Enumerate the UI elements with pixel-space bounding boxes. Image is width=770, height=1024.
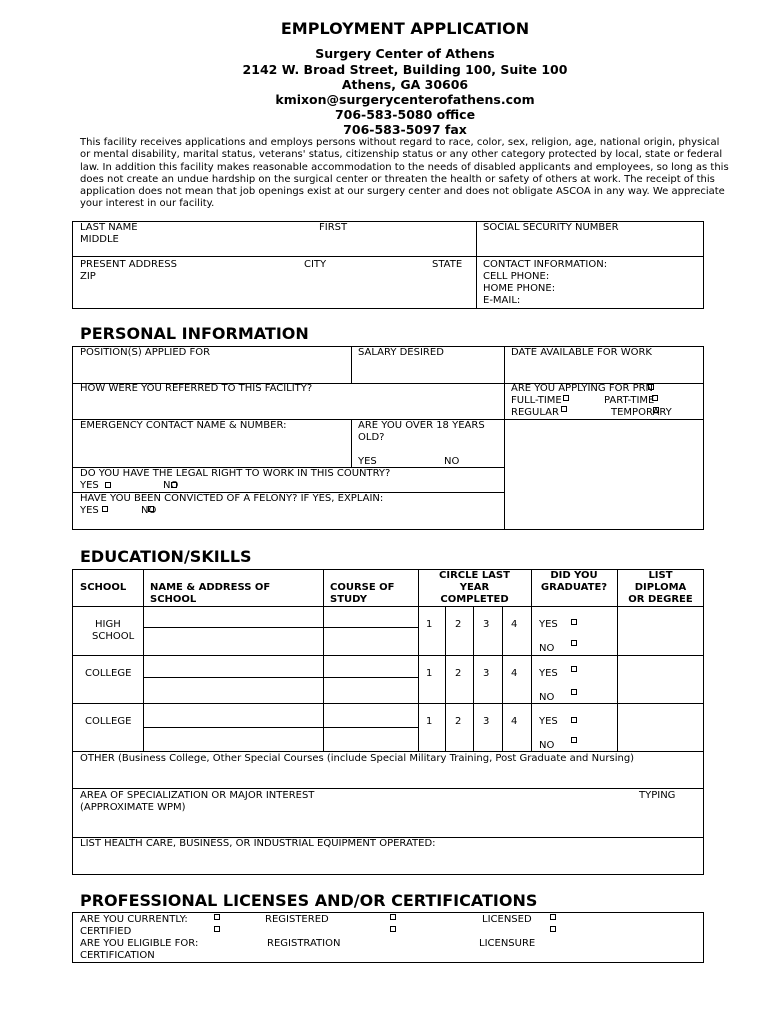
certification-label: CERTIFICATION [80,950,155,961]
temporary-checkbox[interactable] [653,407,659,413]
education-table [72,569,704,875]
licensed-label: LICENSED [482,914,532,925]
zip-label: ZIP [80,271,96,282]
felony-yes-label: YES [80,505,99,516]
other-education-label: OTHER (Business College, Other Special Courses (include Special Military Training, Post Graduate and Nursing) [80,753,635,764]
col-circle-header-line1: CIRCLE LAST [439,570,510,581]
college2-year-3[interactable]: 3 [483,716,490,727]
temporary-label: TEMPORARY [611,407,672,418]
eligible-licensure-checkbox[interactable] [390,926,396,932]
col-school-header: SCHOOL [80,582,127,593]
col-name-header-line1: NAME & ADDRESS OF [150,582,271,593]
felony-label: HAVE YOU BEEN CONVICTED OF A FELONY? IF YES, EXPLAIN: [80,493,384,504]
personal-info-heading: PERSONAL INFORMATION [80,324,309,343]
currently-licensed-checkbox[interactable] [390,914,396,920]
prn-checkbox[interactable] [648,384,654,390]
col-diploma-header-line3: OR DEGREE [628,594,693,605]
college-label-2: COLLEGE [85,716,132,727]
present-address-label: PRESENT ADDRESS [80,259,177,270]
licenses-heading: PROFESSIONAL LICENSES AND/OR CERTIFICATIONS [80,891,538,910]
middle-name-label: MIDDLE [80,234,119,245]
college1-year-4[interactable]: 4 [511,668,518,679]
college2-no-label: NO [539,740,555,751]
regular-label: REGULAR [511,407,559,418]
college2-year-2[interactable]: 2 [455,716,462,727]
currently-registered-checkbox[interactable] [214,914,220,920]
currently-certified-checkbox[interactable] [550,914,556,920]
legal-right-yes-checkbox[interactable] [105,482,111,488]
hs-no-checkbox[interactable] [571,640,577,646]
full-time-label: FULL-TIME [511,395,562,406]
felony-no-label: NO [141,505,157,516]
college2-no-checkbox[interactable] [571,737,577,743]
equipment-label: LIST HEALTH CARE, BUSINESS, OR INDUSTRIAL EQUIPMENT OPERATED: [80,838,436,849]
college1-no-label: NO [539,692,555,703]
page-title: EMPLOYMENT APPLICATION [280,19,530,38]
hs-year-4[interactable]: 4 [511,619,518,630]
felony-no-checkbox[interactable] [148,506,154,512]
hs-yes-label: YES [539,619,558,630]
college1-year-1[interactable]: 1 [426,668,433,679]
org-name: Surgery Center of Athens [315,46,495,61]
salary-label: SALARY DESIRED [358,347,444,358]
part-time-checkbox[interactable] [652,395,658,401]
col-name-header-line2: SCHOOL [150,594,197,605]
legal-right-no-label: NO [163,480,179,491]
hs-year-2[interactable]: 2 [455,619,462,630]
policy-statement: This facility receives applications and employs persons without regard to race, color, sex, religion, age, national origin, physical or mental disability, marital status, veterans' status, citizenship status or any other category protected by local, state or federal law. In addition this facility makes reasonable accommodation to the needs of disabled applicants and employees, so long as this does not create an undue hardship on the surgical center or threaten the health or safety of others at work. The receipt of this application does not mean that job openings exist at our surgery center and does not obligate ASCOA in any way. We appreciate your interest in our facility. [80,137,729,210]
eligible-certification-checkbox[interactable] [550,926,556,932]
col-diploma-header-line2: DIPLOMA [634,582,687,593]
registered-label: REGISTERED [265,914,329,925]
eligible-label: ARE YOU ELIGIBLE FOR: [80,938,199,949]
contact-info-label: CONTACT INFORMATION: [483,259,608,270]
org-email: kmixon@surgerycenterofathens.com [275,92,535,107]
col-course-header-line2: STUDY [330,594,367,605]
high-school-label-line2: SCHOOL [92,631,135,642]
registration-label: REGISTRATION [267,938,341,949]
home-phone-label: HOME PHONE: [483,283,556,294]
college1-year-3[interactable]: 3 [483,668,490,679]
over-18-label-line1: ARE YOU OVER 18 YEARS [358,420,485,431]
legal-right-yes-label: YES [80,480,99,491]
specialization-label-line1: AREA OF SPECIALIZATION OR MAJOR INTEREST [80,790,315,801]
college2-yes-label: YES [539,716,558,727]
state-label: STATE [432,259,463,270]
org-office-phone: 706-583-5080 office [334,107,476,122]
currently-label: ARE YOU CURRENTLY: [80,914,188,925]
col-graduate-header-line2: GRADUATE? [540,582,608,593]
typing-label: TYPING [639,790,676,801]
college-label-1: COLLEGE [85,668,132,679]
education-heading: EDUCATION/SKILLS [80,547,252,566]
college1-no-checkbox[interactable] [571,689,577,695]
referred-label: HOW WERE YOU REFERRED TO THIS FACILITY? [80,383,313,394]
hs-no-label: NO [539,643,555,654]
certified-label: CERTIFIED [80,926,132,937]
positions-label: POSITION(S) APPLIED FOR [80,347,211,358]
college1-year-2[interactable]: 2 [455,668,462,679]
college1-yes-checkbox[interactable] [571,666,577,672]
high-school-label-line1: HIGH [95,619,121,630]
applying-for-label: ARE YOU APPLYING FOR PRN [511,383,654,394]
org-address-line2: Athens, GA 30606 [341,77,469,92]
college2-year-1[interactable]: 1 [426,716,433,727]
org-fax: 706-583-5097 fax [343,122,467,137]
over-18-label-line2: OLD? [358,432,385,443]
eligible-registration-checkbox[interactable] [214,926,220,932]
date-available-label: DATE AVAILABLE FOR WORK [511,347,652,358]
col-circle-header-line3: COMPLETED [440,594,509,605]
legal-right-no-checkbox[interactable] [171,482,177,488]
emergency-contact-label: EMERGENCY CONTACT NAME & NUMBER: [80,420,287,431]
specialization-label-line2: (APPROXIMATE WPM) [80,802,186,813]
full-time-checkbox[interactable] [563,395,569,401]
felony-yes-checkbox[interactable] [102,506,108,512]
over-18-yes-label[interactable]: YES [358,456,377,467]
college2-year-4[interactable]: 4 [511,716,518,727]
licensure-label: LICENSURE [479,938,536,949]
hs-year-1[interactable]: 1 [426,619,433,630]
part-time-label: PART-TIME [604,395,655,406]
col-graduate-header-line1: DID YOU [550,570,598,581]
first-name-label: FIRST [319,222,348,233]
regular-checkbox[interactable] [561,406,567,412]
college1-yes-label: YES [539,668,558,679]
email-label: E-MAIL: [483,295,521,306]
college2-yes-checkbox[interactable] [571,717,577,723]
hs-year-3[interactable]: 3 [483,619,490,630]
org-address-line1: 2142 W. Broad Street, Building 100, Suite 100 [242,62,568,77]
legal-right-label: DO YOU HAVE THE LEGAL RIGHT TO WORK IN THIS COUNTRY? [80,468,391,479]
ssn-label: SOCIAL SECURITY NUMBER [483,222,619,233]
col-course-header-line1: COURSE OF [330,582,395,593]
hs-yes-checkbox[interactable] [571,619,577,625]
city-label: CITY [304,259,327,270]
col-diploma-header-line1: LIST [648,570,673,581]
cell-phone-label: CELL PHONE: [483,271,550,282]
col-circle-header-line2: YEAR [459,582,490,593]
over-18-no-label[interactable]: NO [444,456,460,467]
last-name-label: LAST NAME [80,222,138,233]
